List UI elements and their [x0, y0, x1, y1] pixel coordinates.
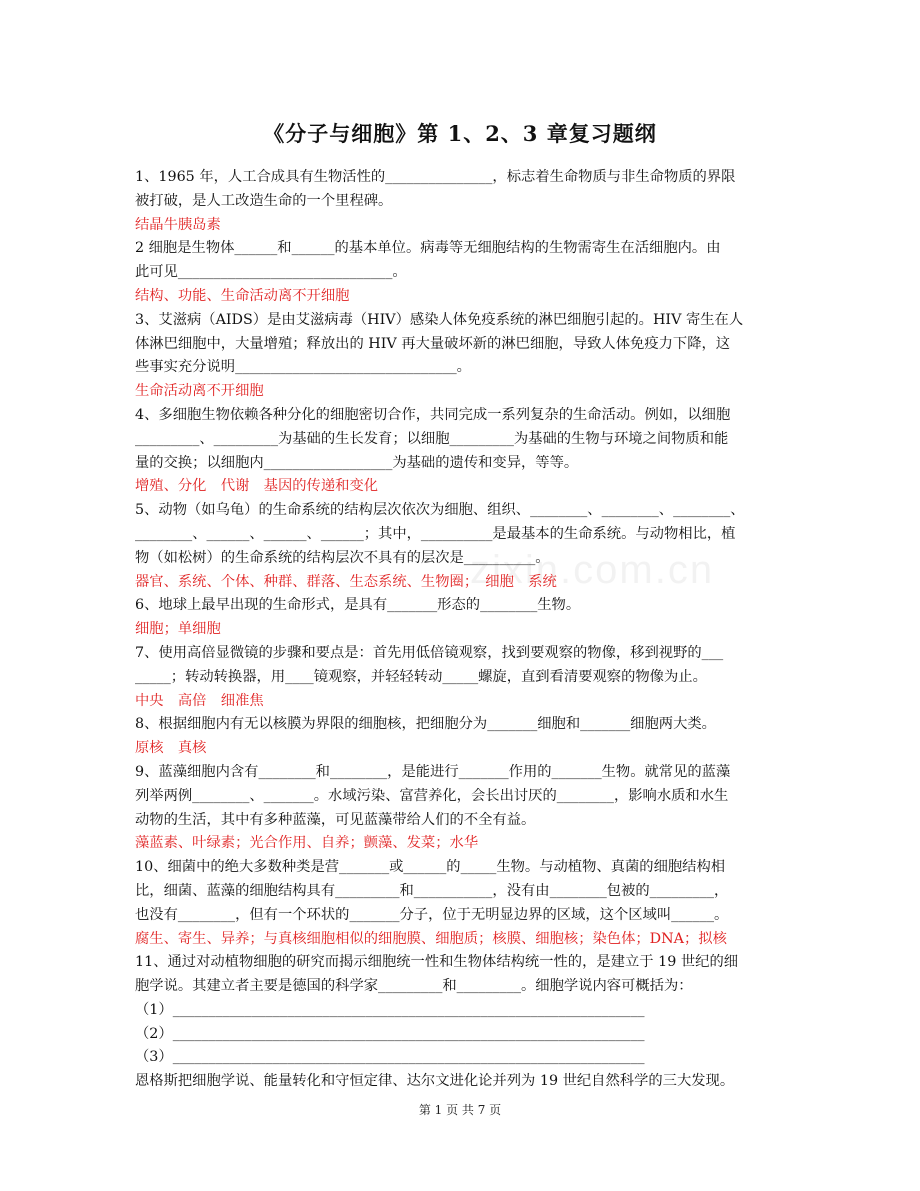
document-title: 《分子与细胞》第 1、2、3 章复习题纲	[263, 121, 657, 146]
question-line: 被打破，是人工改造生命的一个里程碑。	[135, 192, 393, 209]
question-line: 3、艾滋病（AIDS）是由艾滋病毒（HIV）感染人体免疫系统的淋巴细胞引起的。HIV 寄生在人	[135, 311, 744, 328]
answer-line: 结晶牛胰岛素	[135, 216, 221, 233]
page-footer: 第 1 页 共 7 页	[418, 1103, 502, 1117]
answer-line: 器官、系统、个体、种群、群落、生态系统、生物圈； 细胞 系统	[135, 573, 557, 590]
question-line: _____；转动转换器，用____镜观察，并轻轻转动_____螺旋，直到看清要观察的物像为止。	[135, 668, 707, 685]
question-line: 也没有________，但有一个环状的_______分子，位于无明显边界的区域，这个区域叫______。	[135, 906, 729, 923]
question-line: 列举两例________、_______。水域污染、富营养化，会长出讨厌的________，影响水质和水生	[135, 787, 729, 804]
question-line: 动物的生活，其中有多种蓝藻，可见蓝藻带给人们的不全有益。	[135, 811, 536, 828]
answer-line: 生命活动离不开细胞	[135, 383, 264, 400]
answer-line: 中央 高倍 细准焦	[135, 692, 264, 709]
question-line: 6、地球上最早出现的生命形式，是具有_______形态的________生物。	[135, 597, 581, 614]
answer-line: 增殖、分化 代谢 基因的传递和变化	[135, 478, 379, 495]
question-line: 比，细菌、蓝藻的细胞结构具有_________和___________，没有由________包被的_________，	[135, 882, 729, 899]
question-line: 恩格斯把细胞学说、能量转化和守恒定律、达尔文进化论并列为 19 世纪自然科学的三大发现。	[135, 1073, 735, 1090]
question-line: 9、蓝藻细胞内含有________和________，是能进行_______作用的_______生物。就常见的蓝藻	[135, 763, 731, 780]
question-line: （2）__________________________________________________________________	[135, 1025, 645, 1042]
answer-line: 腐生、寄生、异养；与真核细胞相似的细胞膜、细胞质；核膜、细胞核；染色体；DNA；拟核	[135, 930, 727, 947]
question-line: （3）__________________________________________________________________	[135, 1049, 645, 1066]
question-line: 5、动物（如乌龟）的生命系统的结构层次依次为细胞、组织、________、________、________、	[135, 502, 745, 519]
answer-line: 原核 真核	[135, 740, 207, 757]
question-line: ________、______、______、______；其中，__________是最基本的生命系统。与动物相比，植	[135, 525, 736, 542]
question-line: 10、细菌中的绝大多数种类是营_______或______的_____生物。与动植物、真菌的细胞结构相	[135, 859, 726, 876]
question-line: 些事实充分说明_______________________________。	[135, 359, 471, 376]
question-line: _________、_________为基础的生长发育；以细胞_________为基础的生物与环境之间物质和能	[135, 430, 729, 447]
question-line: 量的交换；以细胞内__________________为基础的遗传和变异，等等。	[135, 454, 579, 471]
question-line: 体淋巴细胞中，大量增殖；释放出的 HIV 再大量破坏新的淋巴细胞，导致人体免疫力下降，这	[135, 335, 731, 352]
watermark: zixin.com.cn	[470, 548, 715, 592]
answer-line: 细胞；单细胞	[135, 621, 221, 638]
question-line: 4、多细胞生物依赖各种分化的细胞密切合作，共同完成一系列复杂的生命活动。例如，以细胞	[135, 406, 731, 423]
answer-line: 结构、功能、生命活动离不开细胞	[135, 287, 350, 304]
document-body	[135, 166, 795, 1094]
question-line: （1）__________________________________________________________________	[135, 1001, 645, 1018]
question-line: 胞学说。其建立者主要是德国的科学家_________和_________。细胞学说内容可概括为：	[135, 978, 693, 995]
question-line: 此可见______________________________。	[135, 264, 407, 281]
question-line: 7、使用高倍显微镜的步骤和要点是：首先用低倍镜观察，找到要观察的物像，移到视野的___	[135, 644, 724, 661]
question-line: 2 细胞是生物体______和______的基本单位。病毒等无细胞结构的生物需寄生在活细胞内。由	[135, 240, 721, 257]
question-line: 物（如松树）的生命系统的结构层次不具有的层次是__________。	[135, 549, 550, 566]
question-line: 8、根据细胞内有无以核膜为界限的细胞核，把细胞分为_______细胞和_______细胞两大类。	[135, 716, 716, 733]
question-line: 1、1965 年，人工合成具有生物活性的_______________，标志着生命物质与非生命物质的界限	[135, 169, 736, 185]
question-line: 11、通过对动植物细胞的研究而揭示细胞统一性和生物体结构统一性的，是建立于 19 世纪的细	[135, 954, 739, 971]
answer-line: 藻蓝素、叶绿素；光合作用、自养；颤藻、发菜；水华	[135, 835, 479, 852]
